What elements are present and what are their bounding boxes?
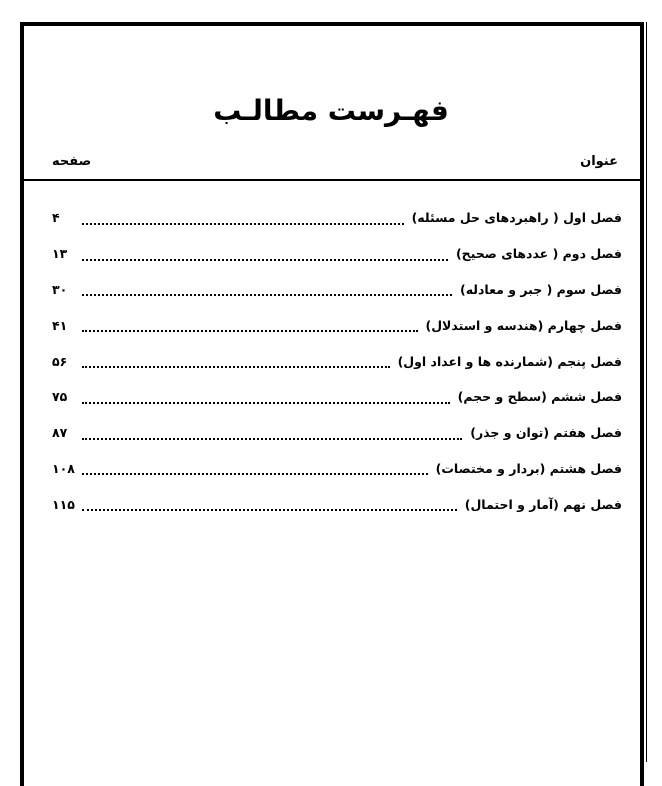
toc-dot-leader xyxy=(82,497,457,511)
toc-entry[interactable] xyxy=(52,379,622,415)
toc-entry-title: فصل اول ( راهبردهای حل مسئله) xyxy=(411,210,622,226)
toc-entry-page-number: ۴۱ xyxy=(52,317,68,333)
toc-dot-leader xyxy=(82,318,418,332)
toc-entry-title: فصل دوم ( عددهای صحیح) xyxy=(455,246,622,262)
toc-entry[interactable] xyxy=(52,236,622,272)
toc-entry[interactable] xyxy=(52,343,622,379)
toc-entry-title: فصل هفتم (توان و جذر) xyxy=(470,425,622,441)
column-header-page: صفحه xyxy=(52,154,92,169)
toc-dot-leader xyxy=(82,354,390,368)
toc-entry[interactable] xyxy=(52,272,622,308)
toc-dot-leader xyxy=(82,282,452,296)
toc-entry-page-number: ۸۷ xyxy=(52,425,68,441)
toc-entry-page-number: ۱۳ xyxy=(52,246,68,262)
toc-entry-page-number: ۵۶ xyxy=(52,353,68,369)
table-of-contents xyxy=(52,200,622,522)
toc-entry-page-number: ۴ xyxy=(52,210,60,226)
toc-dot-leader xyxy=(82,426,462,440)
toc-entry-title: فصل چهارم (هندسه و استدلال) xyxy=(425,317,622,333)
header-divider xyxy=(24,179,640,181)
toc-entry[interactable] xyxy=(52,200,622,236)
toc-dot-leader xyxy=(82,247,448,261)
toc-entry-page-number: ۱۰۸ xyxy=(52,460,75,476)
toc-entry-page-number: ۱۱۵ xyxy=(52,496,75,512)
toc-entry[interactable] xyxy=(52,486,622,522)
toc-entry-title: فصل ششم (سطح و حجم) xyxy=(457,389,622,405)
toc-entry-title: فصل نهم (آمار و احتمال) xyxy=(464,496,622,512)
page-border-outer-line xyxy=(646,22,647,762)
toc-entry-page-number: ۷۵ xyxy=(52,389,68,405)
toc-entry-page-number: ۳۰ xyxy=(52,281,68,297)
toc-entry[interactable] xyxy=(52,307,622,343)
toc-dot-leader xyxy=(82,461,428,475)
toc-entry[interactable] xyxy=(52,451,622,487)
toc-entry-title: فصل هشتم (بردار و مختصات) xyxy=(435,460,622,476)
toc-dot-leader xyxy=(82,211,404,225)
page-title: فهـرست مطالـب xyxy=(213,94,449,127)
toc-entry-title: فصل پنجم (شمارنده ها و اعداد اول) xyxy=(397,353,622,369)
toc-dot-leader xyxy=(82,390,450,404)
column-header-title: عنوان xyxy=(580,154,618,169)
toc-entry[interactable] xyxy=(52,415,622,451)
toc-entry-title: فصل سوم ( جبر و معادله) xyxy=(460,281,622,297)
